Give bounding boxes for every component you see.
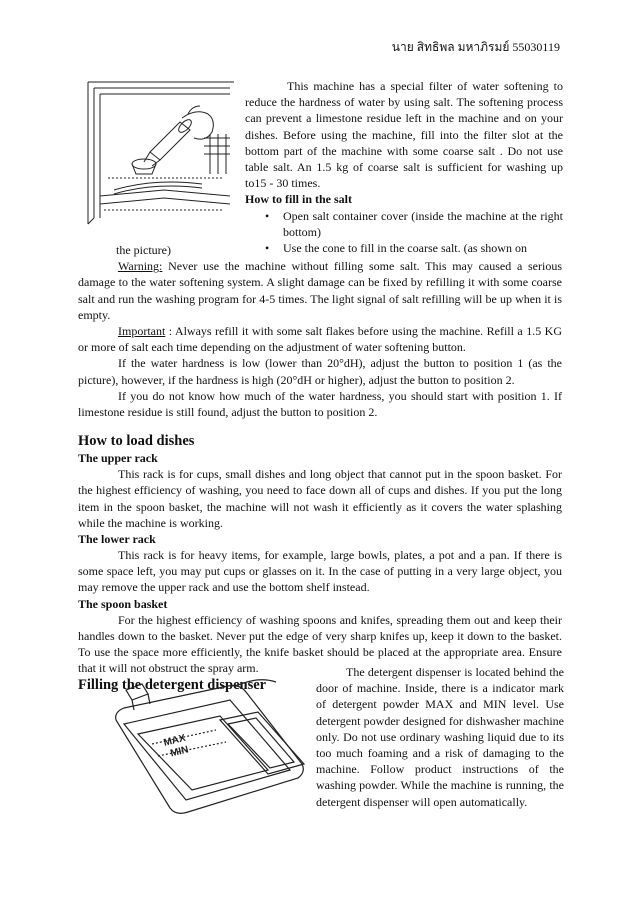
- lower-rack-paragraph: This rack is for heavy items, for example, large bowls, plates, a pot and a pan. If there is some space left, you may put cups or glasses on it. In the case of putting in a very large object, you may remove the upper rack and use the bottom shelf instead.: [78, 548, 562, 595]
- salt-step-2-continuation: the picture): [116, 243, 171, 257]
- main-body: [78, 242, 562, 694]
- list-item: [245, 208, 563, 240]
- salt-step-1: Open salt container cover (inside the machine at the right bottom): [283, 208, 563, 239]
- lower-rack-heading: The lower rack: [78, 532, 156, 547]
- upper-rack-paragraph: This rack is for cups, small dishes and long object that cannot put in the spoon basket. For the highest efficiency of washing, you need to face down all of cups and dishes. If you put the long item in the spoon basket, the machine will not wash it efficiently as it covers the water splashing while the machine is working.: [78, 467, 562, 530]
- detergent-text-block: [316, 664, 564, 810]
- hardness-paragraph-1: If the water hardness is low (lower than 20°dH), adjust the button to position 1 (as the picture), however, if the hardness is high (20°dH or higher), adjust the button to position 2.: [78, 356, 562, 387]
- bullet-icon: •: [265, 241, 270, 256]
- salt-filter-illustration: [84, 78, 236, 228]
- spoon-basket-paragraph: For the highest efficiency of washing spoons and knifes, spreading them out and keep their handles down to the basket. Never put the edge of very sharp knifes up, keep it down to the basket. To use the space more efficiently, the knife basket should be placed at the appropriate area. Ensure that it will not obstruct the spray arm.: [78, 612, 562, 676]
- upper-rack-heading: The upper rack: [78, 451, 158, 466]
- detergent-heading: Filling the detergent dispenser: [78, 677, 267, 694]
- detergent-dispenser-illustration: [108, 672, 308, 820]
- min-level-label: MIN: [169, 744, 190, 760]
- salt-step-2: Use the cone to fill in the coarse salt. (as shown on: [283, 241, 527, 256]
- salt-intro-paragraph: This machine has a special filter of water softening to reduce the hardness of water by using salt. The softening process can prevent a limestone residue left in the machine and on your dishes. Before using the machine, fill into the filter slot at the bottom part of the machine with some coarse salt . Do not use table salt. An 1.5 kg of coarse salt is sufficient for washing up to15 - 30 times.: [245, 79, 563, 191]
- warning-text: Never use the machine without filling some salt. This may caused a serious damage to the water softening system. A slight damage can be fixed by refilling it with some coarse salt and run the washing program for 4-5 times. The light signal of salt refilling will be up when it is empty.: [78, 259, 562, 322]
- salt-important-paragraph: [78, 323, 562, 355]
- detergent-paragraph: The detergent dispenser is located behind the door of machine. Inside, there is a indicator mark of detergent powder MAX and MIN level. Use detergent powder designed for dishwasher machine only. Do not use ordinary washing liquid due to its too much foaming and a risk of damaging to the machine. Follow product instructions of the washing powder. While the machine is running, the detergent dispenser will open automatically.: [316, 665, 564, 809]
- salt-warning-paragraph: [78, 258, 562, 323]
- bullet-icon: •: [265, 208, 270, 223]
- important-label: Important: [118, 324, 166, 339]
- max-level-label: MAX: [162, 732, 187, 749]
- salt-intro-block: [245, 78, 563, 256]
- salt-howto-heading: How to fill in the salt: [245, 192, 352, 207]
- load-dishes-heading: How to load dishes: [78, 433, 195, 450]
- important-text: : Always refill it with some salt flakes before using the machine. Refill a 1.5 KG or more of salt each time depending on the adjustment of water softening button.: [78, 324, 562, 355]
- hardness-paragraph-2: If you do not know how much of the water hardness, you should start with position 1. If limestone residue is still found, adjust the button to position 2.: [78, 388, 562, 420]
- warning-label: Warning:: [118, 259, 163, 274]
- page-header-author: นาย สิทธิพล มหาภิรมย์ 55030119: [391, 40, 560, 54]
- spoon-basket-heading: The spoon basket: [78, 596, 168, 611]
